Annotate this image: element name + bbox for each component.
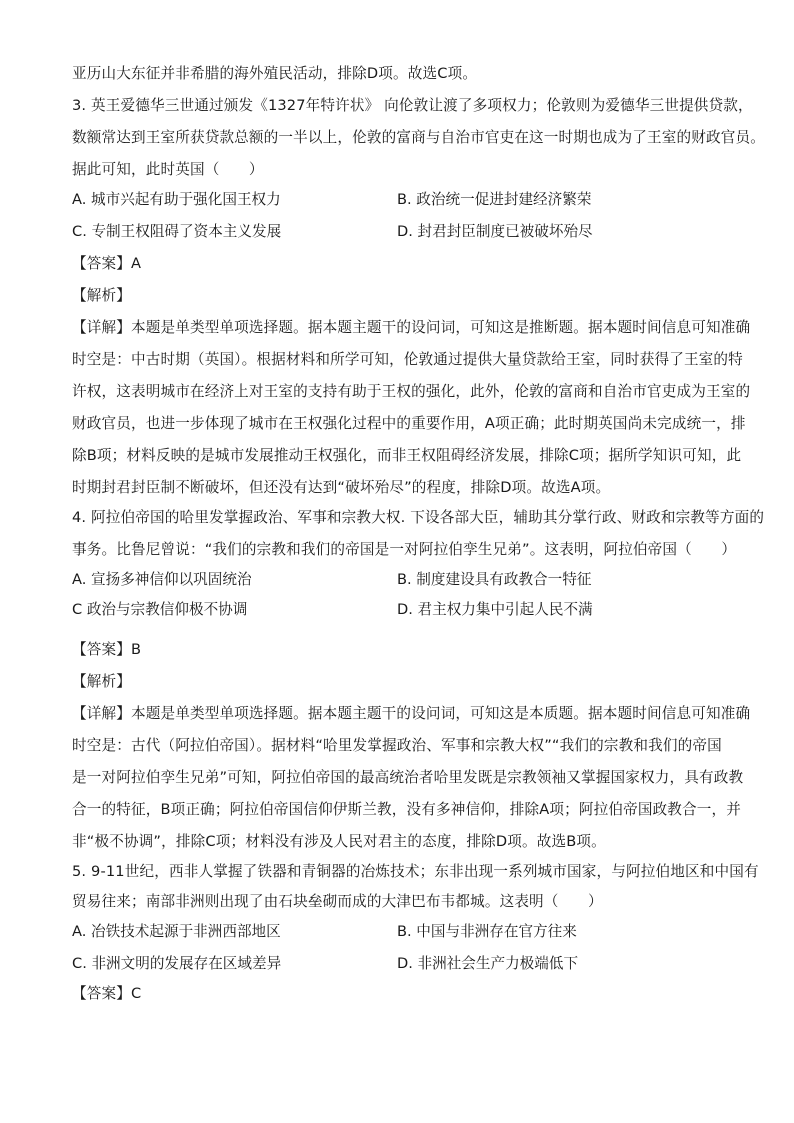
question-4-stem: 4. 阿拉伯帝国的哈里发掌握政治、军事和宗教大权. 下设各部大臣，辅助其分掌行政、财政和宗教等方面的 xyxy=(72,509,765,526)
q4-option-d: D. 君主权力集中引起人民不满 xyxy=(397,601,593,618)
q3-explanation: 许权，这表明城市在经济上对王室的支持有助于王权的强化，此外，伦敦的富商和自治市官吏成为王室的 xyxy=(72,383,751,400)
q3-explanation: 【详解】本题是单类型单项选择题。据本题主题干的设问词，可知这是推断题。据本题时间信息可知准确 xyxy=(72,319,751,336)
q4-explanation: 合一的特征，B项正确；阿拉伯帝国信仰伊斯兰教，没有多神信仰，排除A项；阿拉伯帝国政教合一，并 xyxy=(72,801,742,818)
q5-option-d: D. 非洲社会生产力极端低下 xyxy=(397,955,579,972)
q3-option-d: D. 封君封臣制度已被破坏殆尽 xyxy=(397,223,593,240)
q4-option-a: A. 宣扬多神信仰以巩固统治 xyxy=(72,571,252,588)
q4-analysis-heading: 【解析】 xyxy=(72,673,131,690)
text-line: 亚历山大东征并非希腊的海外殖民活动，排除D项。故选C项。 xyxy=(72,65,478,82)
q3-explanation: 除B项；材料反映的是城市发展推动王权强化，而非王权阻碍经济发展，排除C项；据所学知识可知，此 xyxy=(72,447,742,464)
q3-explanation: 时空是：中古时期（英国）。根据材料和所学可知，伦敦通过提供大量贷款给王室，同时获得了王室的特 xyxy=(72,351,743,368)
question-3-stem: 数额常达到王室所获贷款总额的一半以上，伦敦的富商与自治市官吏在这一时期也成为了王室的财政官员。 xyxy=(72,129,765,146)
q3-option-c: C. 专制王权阻碍了资本主义发展 xyxy=(72,223,282,240)
q3-option-a: A. 城市兴起有助于强化国王权力 xyxy=(72,191,281,208)
question-5-stem: 贸易往来；南部非洲则出现了由石块垒砌而成的大津巴布韦都城。这表明（ ） xyxy=(72,893,603,910)
q3-answer: 【答案】A xyxy=(72,255,142,272)
q4-answer: 【答案】B xyxy=(72,641,142,658)
q3-explanation: 时期封君封臣制不断破坏，但还没有达到“破坏殆尽”的程度，排除D项。故选A项。 xyxy=(72,479,611,496)
q4-explanation: 非“极不协调”，排除C项；材料没有涉及人民对君主的态度，排除D项。故选B项。 xyxy=(72,833,606,850)
q3-option-b: B. 政治统一促进封建经济繁荣 xyxy=(397,191,592,208)
question-5-stem: 5. 9-11世纪，西非人掌握了铁器和青铜器的冶炼技术；东非出现一系列城市国家，与阿拉伯地区和中国有 xyxy=(72,863,759,880)
q4-option-c: C 政治与宗教信仰极不协调 xyxy=(72,601,248,618)
question-3-stem: 3. 英王爱德华三世通过颁发《1327年特许状》 向伦敦让渡了多项权力；伦敦则为爱德华三世提供贷款， xyxy=(72,97,753,114)
q4-option-b: B. 制度建设具有政教合一特征 xyxy=(397,571,592,588)
question-3-stem: 据此可知，此时英国（ ） xyxy=(72,161,264,178)
q3-explanation: 财政官员，也进一步体现了城市在王权强化过程中的重要作用，A项正确；此时期英国尚未完成统一，排 xyxy=(72,415,746,432)
q5-option-b: B. 中国与非洲存在官方往来 xyxy=(397,923,577,940)
q4-explanation: 【详解】本题是单类型单项选择题。据本题主题干的设问词，可知这是本质题。据本题时间信息可知准确 xyxy=(72,705,751,722)
q5-option-a: A. 冶铁技术起源于非洲西部地区 xyxy=(72,923,281,940)
q5-answer: 【答案】C xyxy=(72,985,142,1002)
question-4-stem: 事务。比鲁尼曾说：“我们的宗教和我们的帝国是一对阿拉伯孪生兄弟”。这表明，阿拉伯帝国（ ） xyxy=(72,541,737,558)
q4-explanation: 是一对阿拉伯孪生兄弟”可知，阿拉伯帝国的最高统治者哈里发既是宗教领袖又掌握国家权力，具有政教 xyxy=(72,769,744,786)
q3-analysis-heading: 【解析】 xyxy=(72,287,131,304)
q5-option-c: C. 非洲文明的发展存在区域差异 xyxy=(72,955,282,972)
q4-explanation: 时空是：古代（阿拉伯帝国）。据材料“哈里发掌握政治、军事和宗教大权”“我们的宗教和我们的帝国 xyxy=(72,737,722,754)
